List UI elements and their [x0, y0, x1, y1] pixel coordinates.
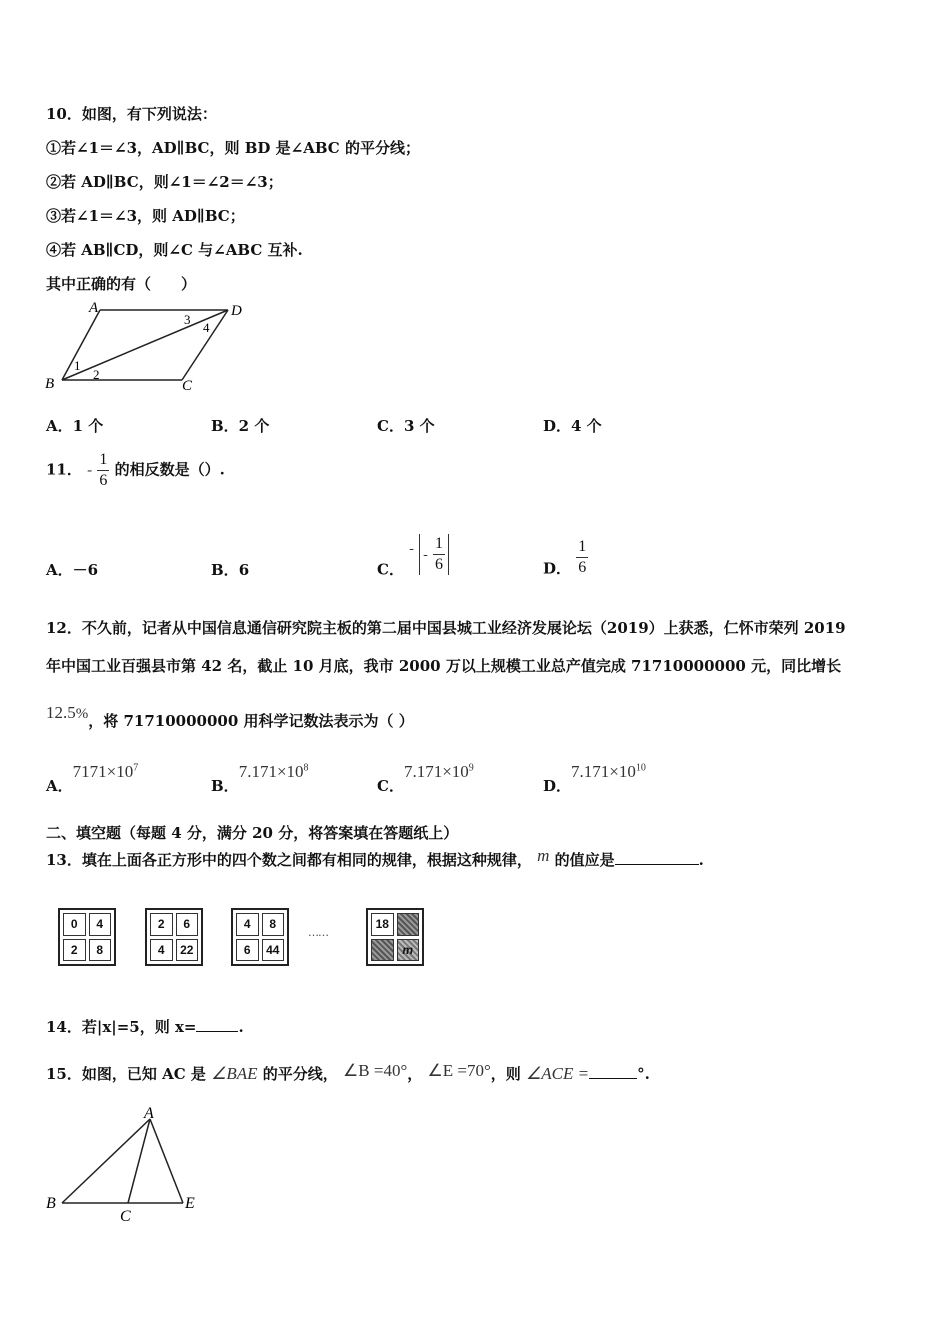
q11-option-d-num: 1 — [576, 537, 588, 558]
q12-option-c-base: 7.171×10 — [403, 762, 469, 781]
label-C: C — [120, 1208, 131, 1225]
label-D: D — [231, 303, 242, 319]
q10-option-b: B．2 个 — [211, 417, 270, 435]
q13-square-last-shaded-cell — [371, 939, 394, 962]
section-2-heading: 二、填空题（每题 4 分，满分 20 分，将答案填在答题纸上） — [46, 824, 459, 842]
q10-ask: 其中正确的有（ ） — [46, 275, 197, 293]
q13-square-2-cell: 6 — [176, 913, 199, 936]
q11-minus: - — [87, 462, 93, 479]
q13-square-last — [366, 908, 424, 966]
q12-option-b-label: B． — [211, 777, 239, 795]
q12-option-c-value — [404, 762, 474, 781]
q11-option-a-value: －6 — [72, 561, 99, 579]
q13-line — [46, 846, 704, 870]
q10-statement-1: ①若∠1＝∠3，AD∥BC，则 BD 是∠ABC 的平分线； — [46, 139, 420, 157]
q14-end: . — [238, 1018, 244, 1036]
q11-line — [46, 450, 225, 491]
label-B: B — [45, 376, 55, 392]
q11-fraction-num: 1 — [97, 450, 109, 471]
q14-answer-blank[interactable] — [196, 1031, 238, 1032]
q15-line — [46, 1061, 650, 1084]
q13-square-3-cell: 6 — [236, 939, 259, 962]
q11-option-c-fraction — [433, 534, 445, 575]
q13-square-2-cell: 22 — [176, 939, 199, 962]
q13-square-last-m-cell: m — [397, 939, 420, 962]
q13-square-last-shaded-cell — [397, 913, 420, 936]
q12-line-3-text: ，将 71710000000 用科学记数法表示为（ ） — [88, 712, 414, 730]
q15-comma: ， — [407, 1065, 423, 1083]
q13-square-2-cell: 4 — [150, 939, 173, 962]
q11-option-c-inner-minus: - — [423, 547, 428, 563]
q11-option-b — [211, 559, 249, 580]
q12-option-d-base: 7.171×10 — [571, 762, 636, 781]
q13-text-b: 的值应是 — [554, 851, 615, 869]
label-B: B — [46, 1195, 56, 1212]
q10-statement-2: ②若 AD∥BC，则∠1＝∠2＝∠3； — [46, 173, 283, 191]
q11-option-d — [543, 537, 588, 579]
q10-statement-3: ③若∠1＝∠3，则 AD∥BC； — [46, 207, 245, 225]
q12-option-b — [211, 762, 309, 796]
q13-variable-m: m — [537, 846, 550, 865]
q12-option-a-exp: 7 — [133, 762, 139, 774]
q10-option-c: C．3 个 — [377, 417, 435, 435]
q13-square-1-cell: 0 — [63, 913, 86, 936]
q13-square-3-cell: 4 — [236, 913, 259, 936]
q12-option-a-value — [73, 762, 139, 781]
q12-option-d-exp: 10 — [635, 762, 646, 774]
q11-option-a-label: A． — [46, 561, 73, 579]
q11-option-c-label: C． — [377, 560, 404, 579]
q15-angle-e: ∠E =70° — [427, 1061, 491, 1080]
q11-option-c-minus: - — [409, 541, 414, 557]
q13-square-2 — [145, 908, 203, 966]
q13-end: . — [698, 851, 704, 869]
q13-square-3-cell: 8 — [262, 913, 285, 936]
q15-end: °. — [637, 1065, 650, 1083]
q15-answer-blank[interactable] — [589, 1078, 637, 1079]
q12-option-b-value — [239, 762, 309, 781]
q11-option-a — [46, 559, 98, 580]
label-A: A — [89, 300, 99, 316]
q15-angle-ace: ∠ACE = — [526, 1064, 590, 1083]
label-A: A — [144, 1105, 154, 1122]
q13-square-1-cell: 4 — [89, 913, 112, 936]
q11-option-b-label: B． — [211, 561, 239, 579]
q10-title: 10．如图，有下列说法： — [46, 105, 217, 123]
q15-angle-b: ∠B =40° — [343, 1061, 408, 1080]
q12-option-d-value — [571, 762, 646, 781]
q13-ellipsis: …… — [308, 926, 328, 939]
q13-square-2-cell: 2 — [150, 913, 173, 936]
label-C: C — [182, 378, 193, 394]
q12-option-a — [46, 762, 138, 796]
q12-percent — [46, 703, 88, 722]
q12-option-c-exp: 9 — [468, 762, 474, 774]
q11-fraction-den: 6 — [99, 472, 108, 489]
angle-3: 3 — [184, 312, 191, 327]
q12-line-3 — [46, 703, 414, 731]
q15-text-b: 的平分线， — [262, 1065, 338, 1083]
q12-percent-value: 12.5 — [46, 703, 76, 722]
q12-option-a-base: 7171×10 — [72, 762, 134, 781]
q12-option-d — [543, 762, 646, 796]
q13-square-3 — [231, 908, 289, 966]
q12-line-1: 12．不久前，记者从中国信息通信研究院主板的第二届中国县城工业经济发展论坛（2019）上获悉，仁怀市荣列 2019 — [46, 619, 846, 637]
label-E: E — [185, 1195, 195, 1212]
q11-option-b-value: 6 — [238, 561, 250, 579]
q13-square-1 — [58, 908, 116, 966]
q12-option-a-label: A． — [46, 777, 73, 795]
q12-percent-sign: % — [75, 706, 89, 722]
q11-option-c-den: 6 — [435, 556, 443, 573]
q11-number: 11． — [46, 460, 82, 479]
q11-option-c-num: 1 — [433, 534, 445, 555]
angle-4: 4 — [203, 320, 210, 335]
q12-line-2: 年中国工业百强县市第 42 名，截止 10 月底，我市 2000 万以上规模工业总产值完成 71710000000 元，同比增长 — [46, 657, 842, 675]
q15-angle-bae: ∠BAE — [211, 1064, 258, 1083]
q11-text: 的相反数是（）. — [114, 460, 225, 479]
q11-option-c — [377, 534, 449, 580]
q12-option-b-base: 7.171×10 — [238, 762, 304, 781]
q11-fraction — [97, 450, 109, 491]
q10-parallelogram-figure — [40, 298, 260, 394]
q15-triangle-figure — [40, 1105, 220, 1225]
q13-square-1-cell: 2 — [63, 939, 86, 962]
angle-2: 2 — [93, 367, 100, 382]
q14-text: 14．若|x|=5，则 x= — [46, 1018, 197, 1036]
q14-line — [46, 1016, 244, 1037]
angle-1: 1 — [74, 358, 81, 373]
q13-square-last-cell: 18 — [371, 913, 394, 936]
q13-answer-blank[interactable] — [615, 864, 699, 865]
q11-option-d-label: D． — [543, 559, 572, 578]
q12-option-b-exp: 8 — [303, 762, 309, 774]
q11-option-d-fraction — [576, 537, 588, 578]
q10-option-a: A．1 个 — [46, 417, 104, 435]
q15-text-a: 15．如图，已知 AC 是 — [46, 1065, 206, 1083]
q13-square-1-cell: 8 — [89, 939, 112, 962]
q12-option-c-label: C． — [377, 777, 404, 795]
q12-option-d-label: D． — [543, 777, 572, 795]
q10-statement-4: ④若 AB∥CD，则∠C 与∠ABC 互补. — [46, 241, 303, 259]
q12-option-c — [377, 762, 474, 796]
q13-square-3-cell: 44 — [262, 939, 285, 962]
q11-option-c-abs — [419, 534, 449, 575]
q11-option-d-den: 6 — [578, 559, 587, 576]
q15-text-c: ，则 — [490, 1065, 521, 1083]
q10-option-d: D．4 个 — [543, 417, 602, 435]
q13-text-a: 13．填在上面各正方形中的四个数之间都有相同的规律，根据这种规律， — [46, 851, 532, 869]
